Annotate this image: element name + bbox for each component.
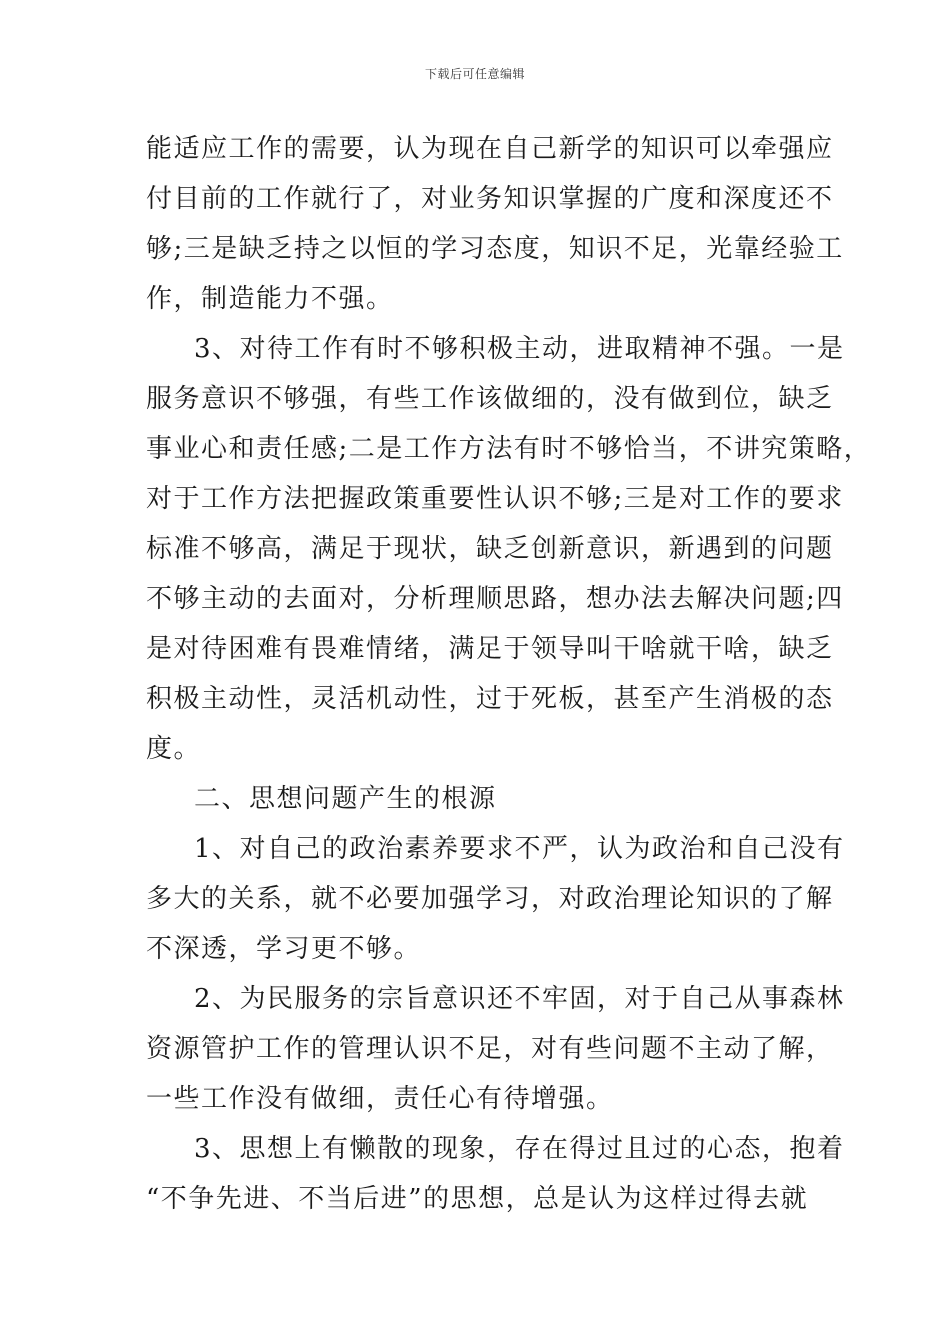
body-line: 是对待困难有畏难情绪，满足于领导叫干啥就干啥，缺乏 bbox=[146, 634, 834, 664]
body-line: 资源管护工作的管理认识不足，对有些问题不主动了解， bbox=[146, 1034, 834, 1064]
body-line: 对于工作方法把握政策重要性认识不够;三是对工作的要求 bbox=[146, 484, 844, 514]
body-line: 能适应工作的需要，认为现在自己新学的知识可以牵强应 bbox=[146, 134, 834, 164]
body-line: 一些工作没有做细，责任心有待增强。 bbox=[146, 1084, 614, 1114]
page-header: 下载后可任意编辑 bbox=[424, 67, 525, 81]
body-line: 标准不够高，满足于现状，缺乏创新意识，新遇到的问题 bbox=[146, 534, 834, 564]
body-line: 度。 bbox=[146, 734, 202, 764]
paragraph-start-line: 3、思想上有懒散的现象，存在得过且过的心态，抱着 bbox=[194, 1134, 845, 1164]
paragraph-start-line: 1、对自己的政治素养要求不严，认为政治和自己没有 bbox=[194, 834, 845, 864]
paragraph-start-line: 3、对待工作有时不够积极主动，进取精神不强。一是 bbox=[194, 334, 845, 364]
section-heading: 二、思想问题产生的根源 bbox=[194, 784, 497, 814]
body-line: 不深透，学习更不够。 bbox=[146, 934, 422, 964]
body-line: 作，制造能力不强。 bbox=[146, 284, 394, 314]
body-line: 积极主动性，灵活机动性，过于死板，甚至产生消极的态 bbox=[146, 684, 834, 714]
body-line: “不争先进、不当后进”的思想，总是认为这样过得去就 bbox=[146, 1184, 809, 1214]
body-line: 付目前的工作就行了，对业务知识掌握的广度和深度还不 bbox=[146, 184, 834, 214]
body-line: 事业心和责任感;二是工作方法有时不够恰当，不讲究策略， bbox=[146, 434, 872, 464]
body-line: 服务意识不够强，有些工作该做细的，没有做到位，缺乏 bbox=[146, 384, 834, 414]
paragraph-start-line: 2、为民服务的宗旨意识还不牢固，对于自己从事森林 bbox=[194, 984, 845, 1014]
body-line: 够;三是缺乏持之以恒的学习态度，知识不足，光靠经验工 bbox=[146, 234, 844, 264]
body-line: 不够主动的去面对，分析理顺思路，想办法去解决问题;四 bbox=[146, 584, 844, 614]
body-line: 多大的关系，就不必要加强学习，对政治理论知识的了解 bbox=[146, 884, 834, 914]
